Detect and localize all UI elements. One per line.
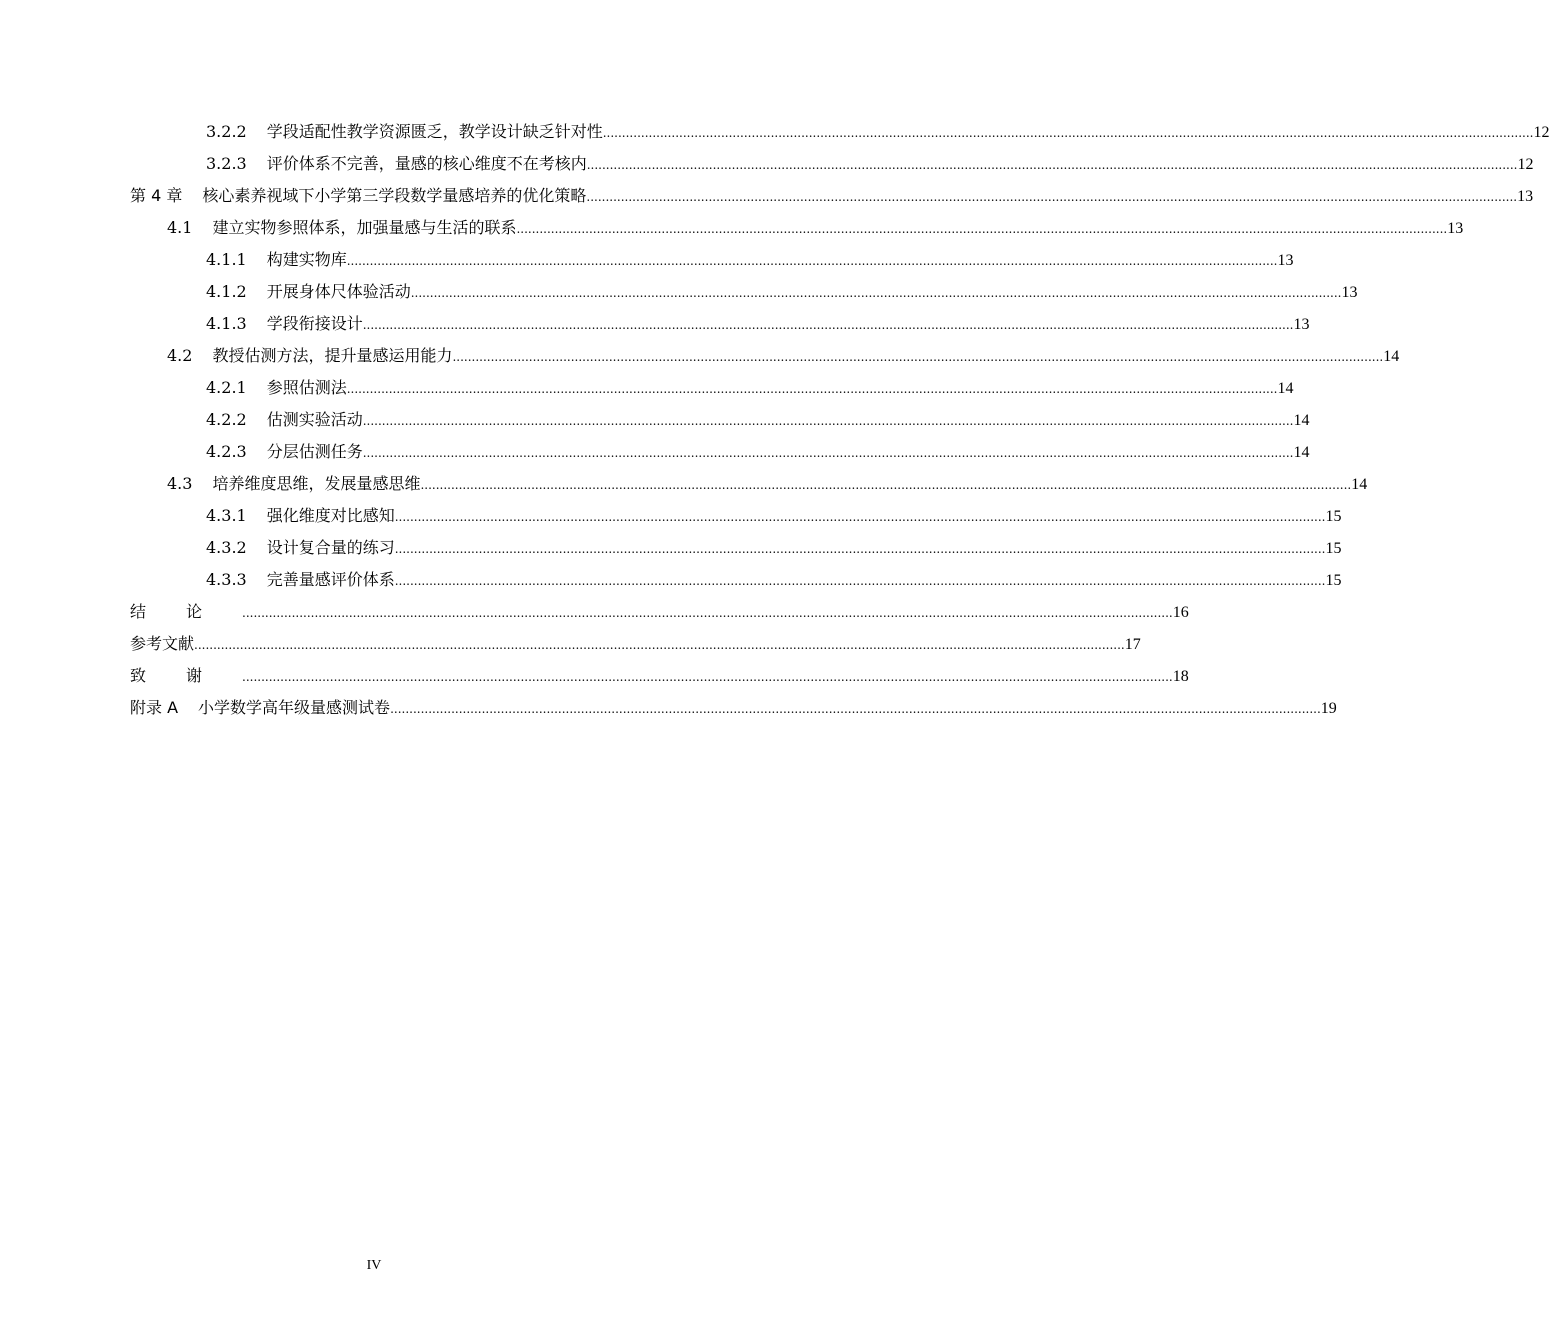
toc-entry-4-2-1[interactable] bbox=[130, 372, 1294, 404]
toc-dot-leader bbox=[242, 661, 1173, 693]
toc-entry-4-2-3[interactable] bbox=[130, 436, 1310, 468]
toc-dot-leader bbox=[587, 149, 1518, 181]
toc-entry-page: 15 bbox=[1325, 540, 1342, 557]
toc-entry-page: 17 bbox=[1124, 636, 1141, 653]
toc-entry-title: 强化维度对比感知 bbox=[266, 506, 395, 525]
toc-entry-references[interactable] bbox=[130, 628, 1141, 660]
toc-entry-title: 参考文献 bbox=[130, 634, 195, 653]
toc-entry-number: 附录 A bbox=[130, 698, 179, 717]
toc-entry-4-1-3[interactable] bbox=[130, 308, 1310, 340]
toc-entry-number: 4.3.1 bbox=[206, 506, 247, 525]
toc-entry-4-2-2[interactable] bbox=[130, 404, 1310, 436]
toc-entry-number: 3.2.3 bbox=[206, 154, 247, 173]
toc-entry-number: 第 4 章 bbox=[130, 186, 183, 205]
toc-entry-title: 估测实验活动 bbox=[266, 410, 363, 429]
toc-entry-number: 4.1.2 bbox=[206, 282, 247, 301]
toc-dot-leader bbox=[363, 309, 1294, 341]
toc-entry-title: 构建实物库 bbox=[266, 250, 347, 269]
toc-entry-number: 4.1.1 bbox=[206, 250, 247, 269]
toc-entry-page: 14 bbox=[1293, 412, 1310, 429]
toc-dot-leader bbox=[516, 213, 1447, 245]
page-number: IV bbox=[366, 1258, 382, 1273]
toc-entry-4-3-2[interactable] bbox=[130, 532, 1342, 564]
toc-entry-page: 18 bbox=[1172, 668, 1189, 685]
toc-entry-page: 12 bbox=[1517, 156, 1534, 173]
toc-entry-number: 4.3.2 bbox=[206, 538, 247, 557]
toc-entry-3-2-2[interactable] bbox=[130, 116, 1549, 148]
toc-entry-4-1[interactable] bbox=[130, 212, 1464, 244]
toc-entry-page: 13 bbox=[1447, 220, 1464, 237]
toc-entry-4-2[interactable] bbox=[130, 340, 1400, 372]
toc-entry-title: 学段适配性教学资源匮乏，教学设计缺乏针对性 bbox=[266, 122, 603, 141]
toc-dot-leader bbox=[395, 565, 1326, 597]
toc-entry-number: 4.1 bbox=[167, 218, 193, 237]
toc-entry-number: 4.3 bbox=[167, 474, 193, 493]
toc-entry-title: 开展身体尺体验活动 bbox=[266, 282, 411, 301]
toc-entry-page: 13 bbox=[1293, 316, 1310, 333]
toc-entry-page: 19 bbox=[1320, 700, 1337, 717]
toc-entry-title: 结论 bbox=[130, 602, 243, 621]
toc-entry-title: 参照估测法 bbox=[266, 378, 347, 397]
toc-entry-title: 小学数学高年级量感测试卷 bbox=[198, 698, 391, 717]
toc-dot-leader bbox=[363, 405, 1294, 437]
toc-dot-leader bbox=[347, 373, 1278, 405]
toc-entry-title: 建立实物参照体系，加强量感与生活的联系 bbox=[212, 218, 517, 237]
toc-entry-page: 14 bbox=[1277, 380, 1294, 397]
toc-dot-leader bbox=[390, 693, 1321, 725]
toc-entry-conclusion[interactable] bbox=[130, 596, 1189, 628]
toc-entry-page: 12 bbox=[1533, 124, 1549, 141]
toc-entry-4-1-1[interactable] bbox=[130, 244, 1294, 276]
toc-entry-title: 设计复合量的练习 bbox=[266, 538, 395, 557]
toc-entry-page: 14 bbox=[1351, 476, 1368, 493]
toc-dot-leader bbox=[395, 501, 1326, 533]
toc-entry-acknowledgements[interactable] bbox=[130, 660, 1189, 692]
toc-entry-page: 16 bbox=[1172, 604, 1189, 621]
toc-entry-title: 致谢 bbox=[130, 666, 243, 685]
toc-entry-3-2-3[interactable] bbox=[130, 148, 1534, 180]
toc-dot-leader bbox=[411, 277, 1342, 309]
toc-entry-page: 13 bbox=[1341, 284, 1358, 301]
toc-entry-title: 评价体系不完善，量感的核心维度不在考核内 bbox=[266, 154, 587, 173]
toc-entry-4-3-1[interactable] bbox=[130, 500, 1342, 532]
toc-entry-page: 13 bbox=[1517, 188, 1534, 205]
toc-entry-title: 分层估测任务 bbox=[266, 442, 363, 461]
toc-entry-page: 15 bbox=[1325, 508, 1342, 525]
toc-entry-number: 4.2.2 bbox=[206, 410, 247, 429]
toc-dot-leader bbox=[452, 341, 1383, 373]
toc-dot-leader bbox=[363, 437, 1294, 469]
toc-dot-leader bbox=[194, 629, 1125, 661]
toc-entry-number: 4.2 bbox=[167, 346, 193, 365]
toc-dot-leader bbox=[420, 469, 1351, 501]
toc-entry-page: 15 bbox=[1325, 572, 1342, 589]
table-of-contents bbox=[130, 116, 1549, 724]
toc-entry-title: 培养维度思维，发展量感思维 bbox=[212, 474, 421, 493]
toc-entry-number: 4.1.3 bbox=[206, 314, 247, 333]
toc-entry-number: 4.2.1 bbox=[206, 378, 247, 397]
toc-entry-number: 4.3.3 bbox=[206, 570, 247, 589]
toc-dot-leader bbox=[586, 181, 1517, 213]
toc-entry-chapter-4[interactable] bbox=[130, 180, 1534, 212]
toc-dot-leader bbox=[347, 245, 1278, 277]
toc-dot-leader bbox=[395, 533, 1326, 565]
toc-entry-page: 14 bbox=[1383, 348, 1400, 365]
toc-dot-leader bbox=[242, 597, 1173, 629]
toc-entry-title: 教授估测方法，提升量感运用能力 bbox=[212, 346, 453, 365]
toc-entry-4-1-2[interactable] bbox=[130, 276, 1358, 308]
toc-dot-leader bbox=[603, 117, 1534, 149]
toc-entry-title: 学段衔接设计 bbox=[266, 314, 363, 333]
toc-entry-number: 4.2.3 bbox=[206, 442, 247, 461]
toc-entry-number: 3.2.2 bbox=[206, 122, 247, 141]
toc-entry-page: 14 bbox=[1293, 444, 1310, 461]
toc-entry-title: 完善量感评价体系 bbox=[266, 570, 395, 589]
toc-entry-4-3-3[interactable] bbox=[130, 564, 1342, 596]
toc-entry-appendix-a[interactable] bbox=[130, 692, 1337, 724]
toc-entry-title: 核心素养视域下小学第三学段数学量感培养的优化策略 bbox=[202, 186, 587, 205]
toc-entry-4-3[interactable] bbox=[130, 468, 1368, 500]
toc-entry-page: 13 bbox=[1277, 252, 1294, 269]
